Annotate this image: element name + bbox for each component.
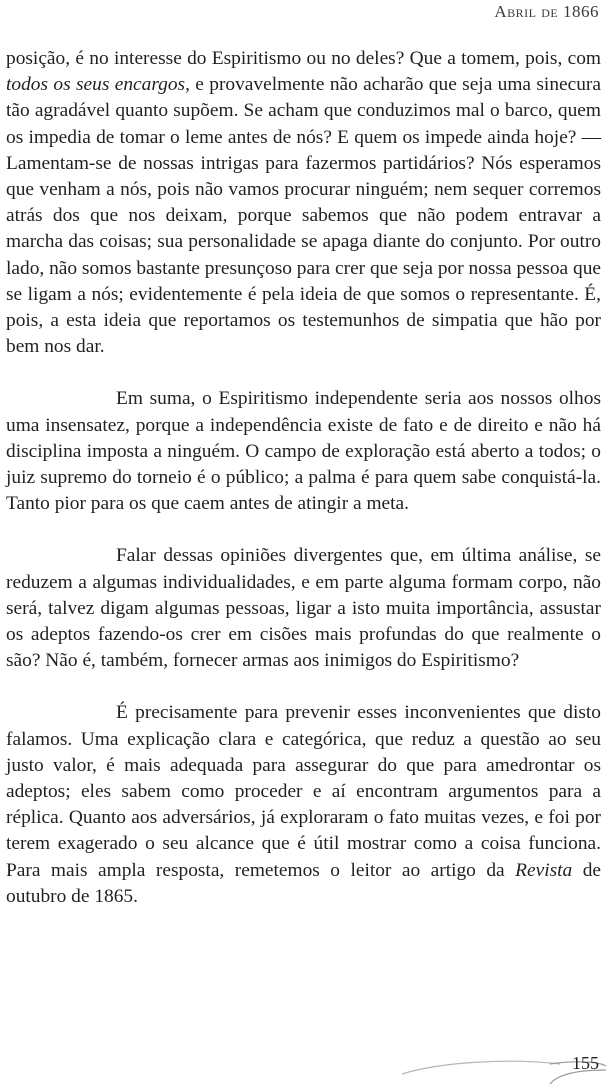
text-run: É precisamente para prevenir esses inconvenientes que disto falamos. Uma explicação clara e categórica, que reduz a questão ao seu justo valor, é mais adequada para assegurar do que para amedrontar os adeptos; eles sabem como proceder e aí encontram argumentos para a réplica. Quanto aos adversários, já exploraram o fato muitas vezes, e foi por terem exagerado o seu alcance que é útil mostrar como a coisa funciona. Para mais ampla resposta, remetemos o leitor ao artigo da xyxy=(6,702,601,881)
paragraph-1 xyxy=(6,46,601,360)
paragraph-4 xyxy=(6,700,601,910)
page-number: 155 xyxy=(572,1053,599,1073)
paragraph-3 xyxy=(6,543,601,674)
text-run: posição, é no interesse do Espiritismo ou no deles? Que a tomem, pois, com xyxy=(6,48,601,69)
text-run: de outubro de 1865. xyxy=(6,859,601,907)
italic-run: todos os seus encargos xyxy=(6,74,186,96)
text-run: Em suma, o Espiritismo independente seria aos nossos olhos uma insensatez, porque a independência existe de fato e de direito e não há disciplina imposta a ninguém. O campo de exploração está aberto a todos; o juiz supremo do torneio é o público; a palma é para quem sabe conquistá-la. Tanto pior para os que caem antes de atingir a meta. xyxy=(6,388,601,515)
paragraph-2 xyxy=(6,386,601,517)
body-text xyxy=(6,46,601,910)
ornament-curve xyxy=(402,1061,560,1074)
italic-run: Revista xyxy=(515,859,573,881)
running-head: Abril de 1866 xyxy=(494,2,599,21)
text-run: Falar dessas opiniões divergentes que, em última análise, se reduzem a algumas individualidades, e em parte alguma formam corpo, não será, talvez digam algumas pessoas, ligar a isto muita importância, assustar os adeptos fazendo-os crer em cisões mais profundas do que realmente o são? Não é, também, fornecer armas aos inimigos do Espiritismo? xyxy=(6,545,601,672)
text-run: , e provavelmente não acharão que seja uma sinecura tão agradável quanto supõem. Se acham que conduzimos mal o barco, quem os impedia de tomar o leme antes de nós? E quem os impede ainda hoje? — Lamentam-se de nossas intrigas para fazermos partidários? Nós esperamos que venham a nós, pois não vamos procurar ninguém; nem sequer corremos atrás dos que nos deixam, porque sabemos que não podem entravar a marcha das coisas; sua personalidade se apaga diante do conjunto. Por outro lado, não somos bastante presunçoso para crer que seja por nossa pessoa que se ligam a nós; evidentemente é pela ideia de que somos o representante. É, pois, a esta ideia que reportamos os testemunhos de simpatia que hão por bem nos dar. xyxy=(6,74,602,358)
